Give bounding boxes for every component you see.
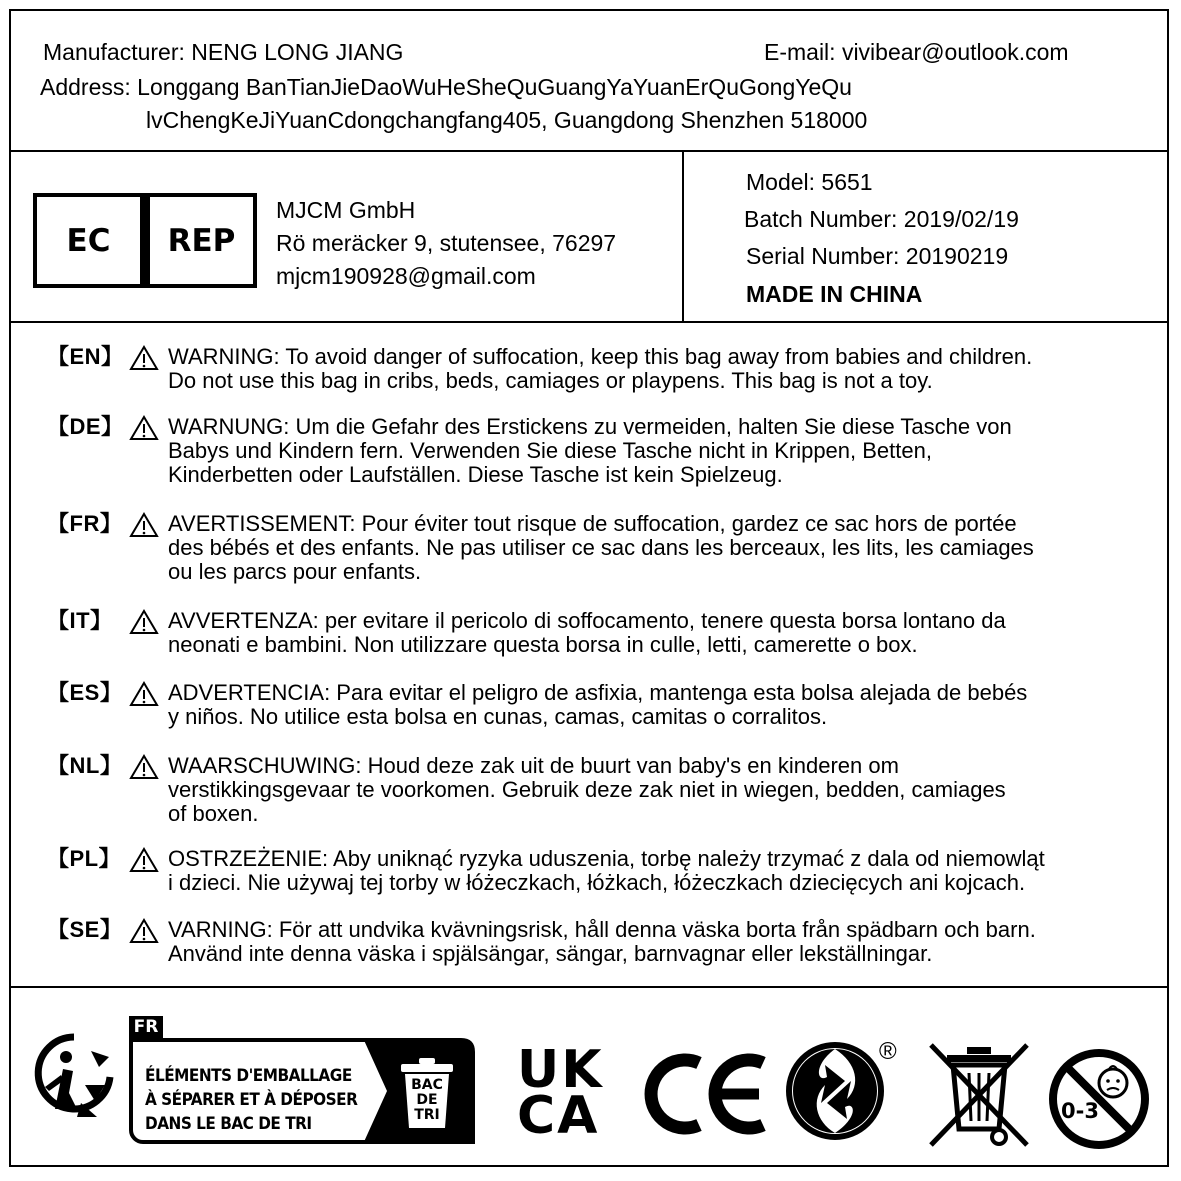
warning-line: Babys und Kindern fern. Verwenden Sie diese Tasche nicht in Krippen, Betten,: [168, 438, 932, 463]
divider: [11, 986, 1167, 988]
language-code: 【DE】: [47, 414, 124, 439]
warning-line: WAARSCHUWING: Houd deze zak uit de buurt van baby's en kinderen om: [168, 753, 899, 778]
warning-icon: [129, 754, 159, 780]
warning-icon: [129, 345, 159, 371]
ec-rep-left: EC: [66, 222, 111, 259]
bin-text-line: BAC: [411, 1077, 443, 1093]
warning-line: des bébés et des enfants. Ne pas utiliser ce sac dans les berceaux, les lits, les camiages: [168, 535, 1034, 560]
warning-line: WARNING: To avoid danger of suffocation, keep this bag away from babies and children.: [168, 344, 1033, 369]
divider: [11, 150, 1167, 152]
warning-line: y niños. No utilice esta bolsa en cunas, camas, camitas o corralitos.: [168, 704, 828, 729]
ec-rep-separator: [140, 197, 150, 284]
language-code: 【FR】: [47, 511, 123, 536]
warning-line: ou les parcs pour enfants.: [168, 559, 422, 584]
warning-line: verstikkingsgevaar te voorkomen. Gebruik deze zak niet in wiegen, bedden, camiages: [168, 777, 1006, 802]
ec-rep-symbol: [33, 193, 257, 288]
language-code: 【PL】: [47, 846, 122, 871]
warning-line: VARNING: För att undvika kvävningsrisk, håll denna väska borta från spädbarn och barn.: [168, 917, 1036, 942]
fr-tag: FR: [129, 1016, 163, 1038]
weee-crossed-bin-icon: [927, 1041, 1031, 1149]
warning-line: WARNUNG: Um die Gefahr des Erstickens zu vermeiden, halten Sie diese Tasche von: [168, 414, 1012, 439]
warning-line: ADVERTENCIA: Para evitar el peligro de asfixia, mantenga esta bolsa alejada de bebés: [168, 680, 1028, 705]
serial-number-text: Serial Number: 20190219: [746, 243, 1009, 269]
warning-line: AVVERTENZA: per evitare il pericolo di soffocamento, tenere questa borsa lontano da: [168, 608, 1006, 633]
email-text: E-mail: vivibear@outlook.com: [764, 39, 1069, 65]
age-range-text: 0-3: [1061, 1099, 1099, 1123]
triman-text-line: ÉLÉMENTS D'EMBALLAGE: [145, 1066, 352, 1086]
warning-line: of boxen.: [168, 801, 259, 826]
ukca-top: UK: [517, 1040, 604, 1100]
made-in-text: MADE IN CHINA: [746, 281, 923, 307]
manufacturer-text: Manufacturer: NENG LONG JIANG: [43, 39, 404, 65]
language-code: 【IT】: [47, 608, 113, 633]
divider: [11, 321, 1167, 323]
warning-line: Do not use this bag in cribs, beds, camiages or playpens. This bag is not a toy.: [168, 368, 933, 393]
batch-number-text: Batch Number: 2019/02/19: [744, 206, 1019, 232]
warning-icon: [129, 609, 159, 635]
warning-line: Använd inte denna väska i spjälsängar, sängar, barnvagnar eller lekställningar.: [168, 941, 933, 966]
ce-mark: [643, 1051, 769, 1137]
warning-line: AVERTISSEMENT: Pour éviter tout risque de suffocation, gardez ce sac hors de portée: [168, 511, 1017, 536]
address-line-1: Address: Longgang BanTianJieDaoWuHeSheQuGuangYaYuanErQuGongYeQu: [40, 74, 852, 100]
language-code: 【EN】: [47, 344, 124, 369]
green-dot-icon: [785, 1041, 885, 1141]
ukca-mark: [517, 1040, 615, 1146]
triman-text-line: DANS LE BAC DE TRI: [145, 1114, 312, 1134]
ec-rep-company: MJCM GmbH: [276, 197, 416, 223]
warning-icon: [129, 681, 159, 707]
warning-line: neonati e bambini. Non utilizzare questa borsa in culle, letti, camerette o box.: [168, 632, 918, 657]
ec-rep-address: Rö meräcker 9, stutensee, 76297: [276, 230, 617, 256]
warning-line: i dzieci. Nie używaj tej torby w łóżeczkach, łóżkach, łóżeczkach dziecięcych ani kojcach.: [168, 870, 1026, 895]
bin-text-line: TRI: [414, 1107, 440, 1123]
ec-rep-email: mjcm190928@gmail.com: [276, 263, 536, 289]
warning-line: OSTRZEŻENIE: Aby uniknąć ryzyka uduszenia, torbę należy trzymać z dala od niemowląt: [168, 846, 1045, 871]
triman-recycle-icon: [33, 1031, 115, 1119]
warning-icon: [129, 918, 159, 944]
address-line-2: lvChengKeJiYuanCdongchangfang405, Guangdong Shenzhen 518000: [146, 107, 868, 133]
registered-mark: ®: [879, 1038, 897, 1065]
language-code: 【NL】: [47, 753, 123, 778]
model-text: Model: 5651: [746, 169, 873, 195]
warning-icon: [129, 512, 159, 538]
ukca-bottom: CA: [517, 1086, 600, 1146]
warning-line: Kinderbetten oder Laufställen. Diese Tasche ist kein Spielzeug.: [168, 462, 783, 487]
language-code: 【SE】: [47, 917, 123, 942]
triman-text-line: À SÉPARER ET À DÉPOSER: [145, 1090, 358, 1110]
triman-info-box: [129, 1038, 471, 1144]
bin-text-line: DE: [416, 1092, 438, 1108]
warning-icon: [129, 415, 159, 441]
product-label: [9, 9, 1169, 1167]
warning-icon: [129, 847, 159, 873]
ec-rep-right: REP: [167, 222, 236, 259]
divider: [682, 151, 684, 321]
language-code: 【ES】: [47, 680, 123, 705]
